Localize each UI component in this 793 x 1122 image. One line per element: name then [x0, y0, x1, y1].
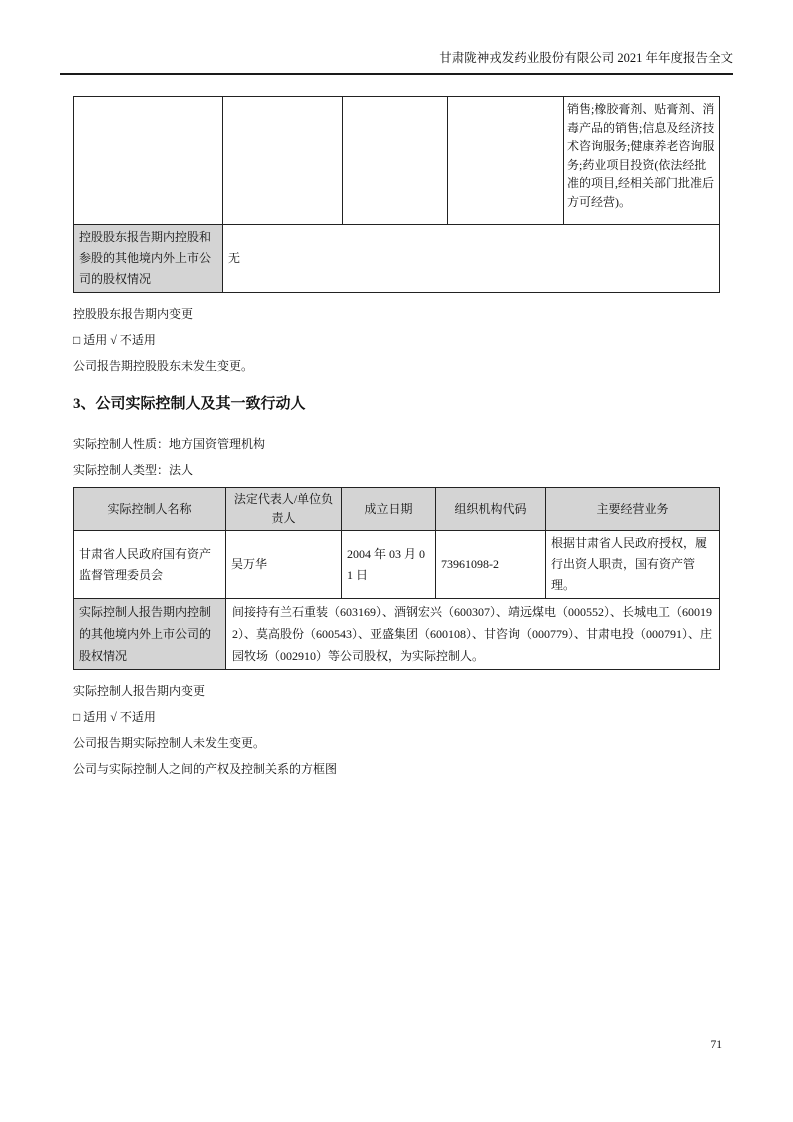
actual-controller-type: 实际控制人类型：法人: [73, 463, 194, 477]
report-title: 甘肃陇神戎发药业股份有限公司 2021 年年度报告全文: [439, 51, 733, 65]
equity-value-cell: 无: [223, 225, 720, 293]
applicability-checkbox-line: □ 适用 √ 不适用: [73, 710, 156, 724]
empty-cell: [343, 97, 448, 225]
actual-controller-nature: 实际控制人性质：地方国资管理机构: [73, 437, 266, 451]
header-controller-name: 实际控制人名称: [74, 488, 226, 531]
header-org-code: 组织机构代码: [436, 488, 546, 531]
actual-controller-change-title: 实际控制人报告期内变更: [73, 684, 206, 698]
equity-label-cell: 控股股东报告期内控股和参股的其他境内外上市公司的股权情况: [74, 225, 223, 293]
table-row: [74, 97, 720, 225]
empty-cell: [448, 97, 564, 225]
header-main-business: 主要经营业务: [546, 488, 720, 531]
header-established-date: 成立日期: [342, 488, 436, 531]
controller-name-cell: 甘肃省人民政府国有资产监督管理委员会: [74, 531, 226, 599]
table-row: [74, 225, 720, 293]
controlling-shareholder-change-title: 控股股东报告期内变更: [73, 307, 194, 321]
header-legal-representative: 法定代表人/单位负责人: [226, 488, 342, 531]
page-header: [60, 50, 733, 75]
page-number: 71: [710, 1039, 722, 1051]
main-business-cell: 根据甘肃省人民政府授权，履行出资人职责，国有资产管理。: [546, 531, 720, 599]
page-content: [73, 96, 719, 777]
empty-cell: [223, 97, 343, 225]
actual-controller-change-note: 公司报告期实际控制人未发生变更。: [73, 736, 266, 750]
applicability-checkbox-line: □ 适用 √ 不适用: [73, 333, 156, 347]
table-header-row: [74, 488, 720, 531]
legal-representative-cell: 吴万华: [226, 531, 342, 599]
controlling-shareholder-change-note: 公司报告期控股股东未发生变更。: [73, 359, 254, 373]
ownership-diagram-caption: 公司与实际控制人之间的产权及控制关系的方框图: [73, 762, 338, 776]
established-date-cell: 2004 年 03 月 01 日: [342, 531, 436, 599]
controlling-shareholder-table: [73, 96, 720, 293]
business-scope-cell: 销售;橡胶膏剂、贴膏剂、消毒产品的销售;信息及经济技术咨询服务;健康养老咨询服务;药业项目投资(依法经批准的项目,经相关部门批准后方可经营)。: [564, 97, 720, 225]
org-code-cell: 73961098-2: [436, 531, 546, 599]
table-row: [74, 531, 720, 599]
section-heading: 3、公司实际控制人及其一致行动人: [73, 396, 306, 412]
controller-equity-value-cell: 间接持有兰石重装（603169）、酒钢宏兴（600307）、靖远煤电（000552）、长城电工（600192）、莫高股份（600543）、亚盛集团（600108）、甘咨询（000779）、甘肃电投（000791）、庄园牧场（002910）等公司股权，为实际控制人。: [226, 599, 720, 670]
table-row: [74, 599, 720, 670]
actual-controller-table: [73, 487, 720, 670]
controller-equity-label-cell: 实际控制人报告期内控制的其他境内外上市公司的股权情况: [74, 599, 226, 670]
empty-cell: [74, 97, 223, 225]
